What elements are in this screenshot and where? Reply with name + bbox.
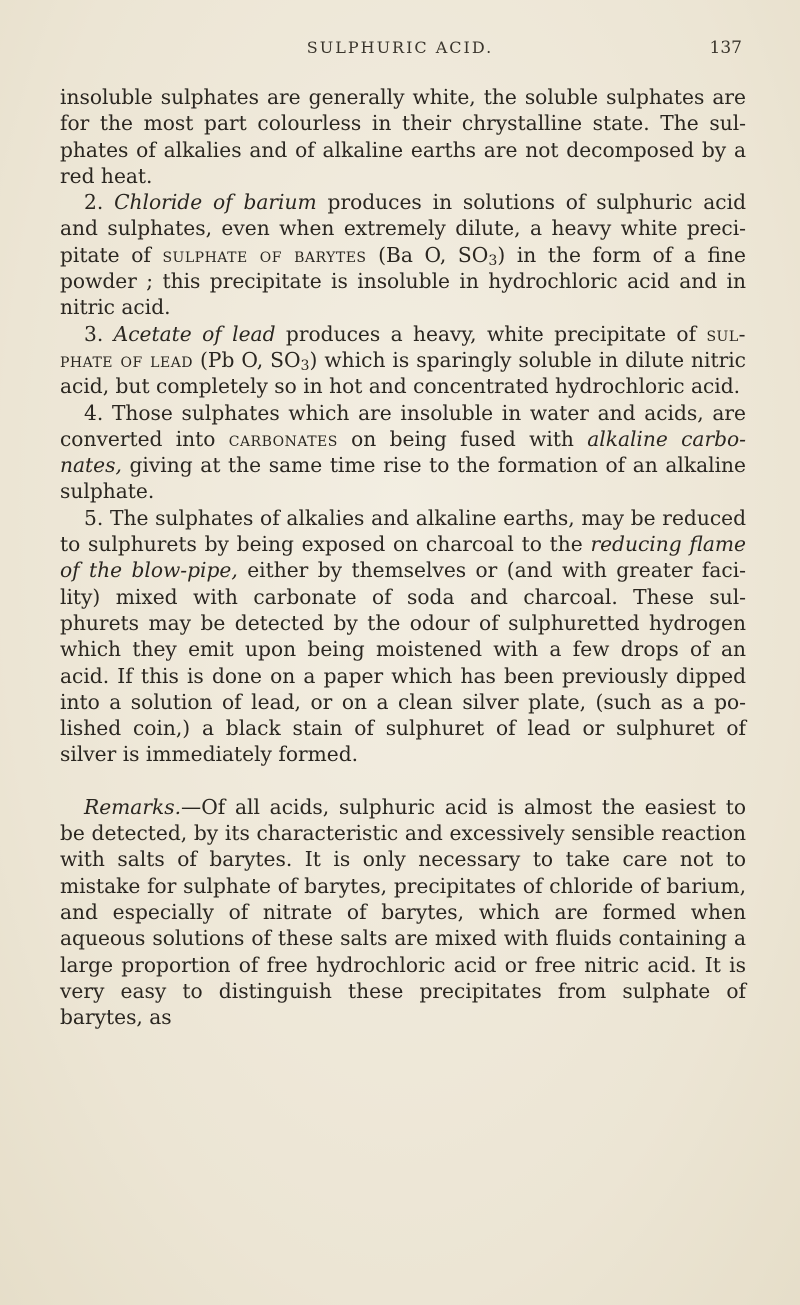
chemical-formula: (Pb O, $SO_3$) xyxy=(200,347,318,374)
paragraph-continued xyxy=(60,84,746,189)
paragraph-text: The sulphates of alkalies and alkaline earths, may be reduced to sulphurets by being exposed on charcoal to the xyxy=(60,505,746,557)
paragraph-text: —Of all acids, sulphuric acid is almost the easiest to be detected, by its characteristic and excessively sensible reaction with salts of barytes. It is only necessary to take care not to mistake for sulphate of barytes, precipitates of chloride of barium, and especially of nitrate of barytes, which are formed when aqueous solutions of these salts are mixed with fluids containing a large proportion of free hydrochloric acid or free nitric acid. It is very easy to distinguish these precipitates from sulphate of barytes, as xyxy=(60,794,746,1030)
paragraph-text: either by themselves or (and with greater faci- lity) mixed with carbonate of soda and charcoal. These sul- phurets may be detected by the odour of sulphuretted hydrogen which they emit upon being moistened with a few drops of an acid. If this is done on a paper which has been previously dipped into a solution of lead, or on a clean silver plate, (such as a po- lished coin,) a black stain of sulphuret of lead or sulphuret of silver is immediately formed. xyxy=(60,558,746,767)
paragraph-text: giving at the same time rise to the formation of an alkaline sulphate. xyxy=(60,453,746,504)
paragraph-3 xyxy=(60,321,746,400)
paragraph-4 xyxy=(60,400,746,505)
italic-term: Acetate of lead xyxy=(113,321,276,346)
paragraph-text: produces in solutions of sulphuric acid and sulphates, even when extremely dilute, a heavy white preci- pitate of xyxy=(60,190,746,267)
italic-term: reducing flame of the blow-pipe, xyxy=(60,532,746,583)
paragraph-text: on being fused with xyxy=(351,426,574,451)
paragraph-text: produces a heavy, white precipitate of xyxy=(285,321,697,346)
page-number: 137 xyxy=(709,38,742,58)
paragraph-2 xyxy=(60,189,746,320)
italic-term: Chloride of barium xyxy=(114,190,317,215)
paragraph-text: Those sulphates which are insoluble in water and acids, are converted into xyxy=(60,400,747,451)
paragraph-text: in the form of a fine powder ; this precipitate is insoluble in hydrochloric acid and in nitric acid. xyxy=(60,242,746,320)
small-caps-term: carbonates xyxy=(228,426,338,451)
small-caps-term: sulphate of barytes xyxy=(162,242,367,267)
paragraph-text: insoluble sulphates are generally white, the soluble sulphates are for the most part colourless in their chrystalline state. The sul- phates of alkalies and of alkaline earths are not decomposed by a red heat. xyxy=(60,85,746,188)
paragraph-text: which is sparingly soluble in dilute nitric acid, but completely so in hot and concentrated hydrochloric acid. xyxy=(60,347,746,399)
paragraph-number: 5. xyxy=(84,505,104,530)
paragraph-number: 2. xyxy=(84,190,104,215)
paragraph-number: 3. xyxy=(84,321,104,346)
paragraph-number: 4. xyxy=(84,400,104,425)
small-caps-term: sul- phate of lead xyxy=(60,321,746,372)
italic-term: alkaline carbo- nates, xyxy=(60,426,747,478)
remarks-label: Remarks. xyxy=(84,794,181,819)
remarks-paragraph xyxy=(60,794,746,1031)
paragraph-5 xyxy=(60,505,746,768)
running-title: SULPHURIC ACID. xyxy=(306,38,494,57)
chemical-formula: (Ba O, $SO_3$) xyxy=(378,242,506,269)
body-text xyxy=(60,84,746,1030)
running-head xyxy=(0,38,800,62)
